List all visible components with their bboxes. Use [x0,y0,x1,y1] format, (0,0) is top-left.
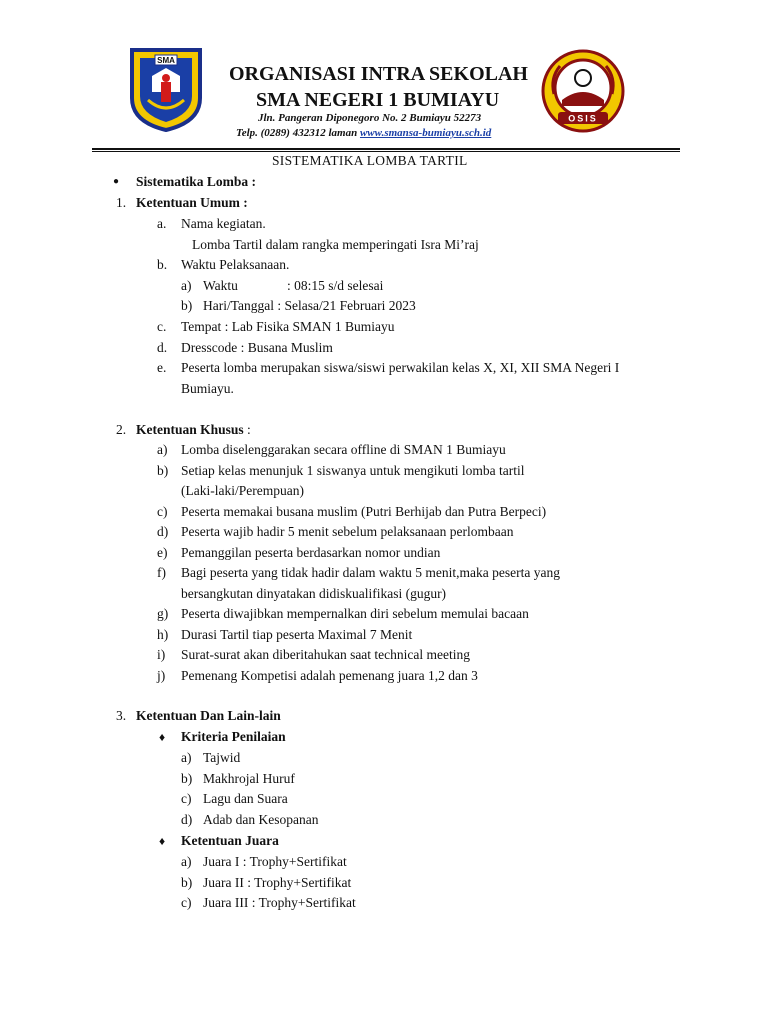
sma-logo-text: SMA [157,56,175,65]
list-item: Waktu [203,278,238,293]
document-title: SISTEMATIKA LOMBA TARTIL [272,153,468,168]
list-marker: a. [157,216,167,231]
list-marker: c) [157,503,168,519]
list-item: Adab dan Kesopanan [203,812,319,828]
list-marker: e. [157,360,167,375]
section-heading-umum: Ketentuan Umum : [136,195,248,210]
list-marker: c. [157,319,167,334]
list-marker: c) [181,895,192,911]
sma-school-logo [128,46,204,132]
list-item: Peserta wajib hadir 5 menit sebelum pelaksanaan perlombaan [181,524,514,539]
list-item: Surat-surat akan diberitahukan saat technical meeting [181,647,471,662]
juara-heading: Ketentuan Juara [181,833,279,848]
list-marker: j) [157,667,166,683]
list-marker: d) [181,812,193,828]
list-item: Juara I : Trophy+Sertifikat [203,854,347,869]
bullet-icon: ● [113,176,120,187]
list-item: Tempat : Lab Fisika SMAN 1 Bumiayu [181,319,395,334]
list-item: : 08:15 s/d selesai [287,278,384,293]
list-item: Dresscode : Busana Muslim [181,340,333,355]
list-item: (Laki-laki/Perempuan) [181,483,304,498]
list-marker: f) [157,565,166,580]
list-marker: d) [157,524,169,539]
osis-logo [540,48,626,134]
list-item: Tajwid [203,750,241,765]
list-item: Lagu dan Suara [203,791,288,807]
section-heading-text: Ketentuan Khusus [136,422,244,437]
list-marker: b) [157,462,169,478]
list-item: Juara III : Trophy+Sertifikat [203,895,356,911]
list-marker: g) [157,606,169,621]
telephone-text: Telp. (0289) 432312 laman [236,127,360,139]
list-marker: a) [157,442,168,457]
diamond-bullet-icon: ♦ [159,730,166,744]
list-item: Peserta diwajibkan mempernalkan diri sebelum memulai bacaan [181,606,529,621]
list-marker: c) [181,791,192,807]
list-item: Lomba Tartil dalam rangka memperingati Isra Mi’raj [192,237,479,252]
website-link[interactable]: www.smansa-bumiayu.sch.id [359,127,492,139]
list-marker: b) [181,770,193,786]
list-marker: e) [157,544,168,560]
list-marker: d. [157,340,168,355]
heading-colon: : [243,422,251,437]
list-marker: a) [181,750,192,765]
section-sistematika: Sistematika Lomba : [136,174,257,189]
section-heading-lain: Ketentuan Dan Lain-lain [136,708,281,723]
list-item: Makhrojal Huruf [203,770,295,786]
list-item: Bagi peserta yang tidak hadir dalam waktu 5 menit,maka peserta yang [181,565,560,580]
list-item: Peserta memakai busana muslim (Putri Berhijab dan Putra Berpeci) [181,503,547,519]
list-marker: a) [181,278,192,293]
list-item: Waktu Pelaksanaan. [181,257,290,272]
section-number: 1. [116,195,127,210]
school-contact [236,127,491,139]
organization-name: ORGANISASI INTRA SEKOLAH [229,63,528,85]
list-item: Juara II : Trophy+Sertifikat [203,874,352,890]
list-marker: b) [181,874,193,890]
diamond-bullet-icon: ♦ [159,834,166,848]
list-item: bersangkutan dinyatakan didiskualifikasi (gugur) [181,585,447,601]
list-item: Lomba diselenggarakan secara offline di SMAN 1 Bumiayu [181,442,506,457]
header-rule [92,148,680,150]
list-marker: i) [157,647,166,662]
list-item: Pemenang Kompetisi adalah pemenang juara 1,2 dan 3 [181,667,478,683]
list-marker: b. [157,257,168,272]
list-item: Peserta lomba merupakan siswa/siswi perwakilan kelas X, XI, XII SMA Negeri I [181,360,620,375]
list-item: Hari/Tanggal : Selasa/21 Februari 2023 [203,298,416,313]
school-address: Jln. Pangeran Diponegoro No. 2 Bumiayu 52273 [258,112,482,124]
list-marker: a) [181,854,192,869]
list-item: Nama kegiatan. [181,216,266,231]
list-item: Bumiayu. [181,381,234,396]
osis-logo-text: OSIS [568,113,598,124]
section-heading-khusus [136,420,251,440]
section-number: 2. [116,422,127,437]
kriteria-heading: Kriteria Penilaian [181,729,286,744]
list-item: Setiap kelas menunjuk 1 siswanya untuk mengikuti lomba tartil [181,462,525,478]
section-number: 3. [116,708,127,723]
list-item: Durasi Tartil tiap peserta Maximal 7 Menit [181,626,413,642]
school-name: SMA NEGERI 1 BUMIAYU [256,89,500,111]
list-marker: h) [157,626,169,642]
list-marker: b) [181,298,193,313]
list-item: Pemanggilan peserta berdasarkan nomor undian [181,544,441,560]
